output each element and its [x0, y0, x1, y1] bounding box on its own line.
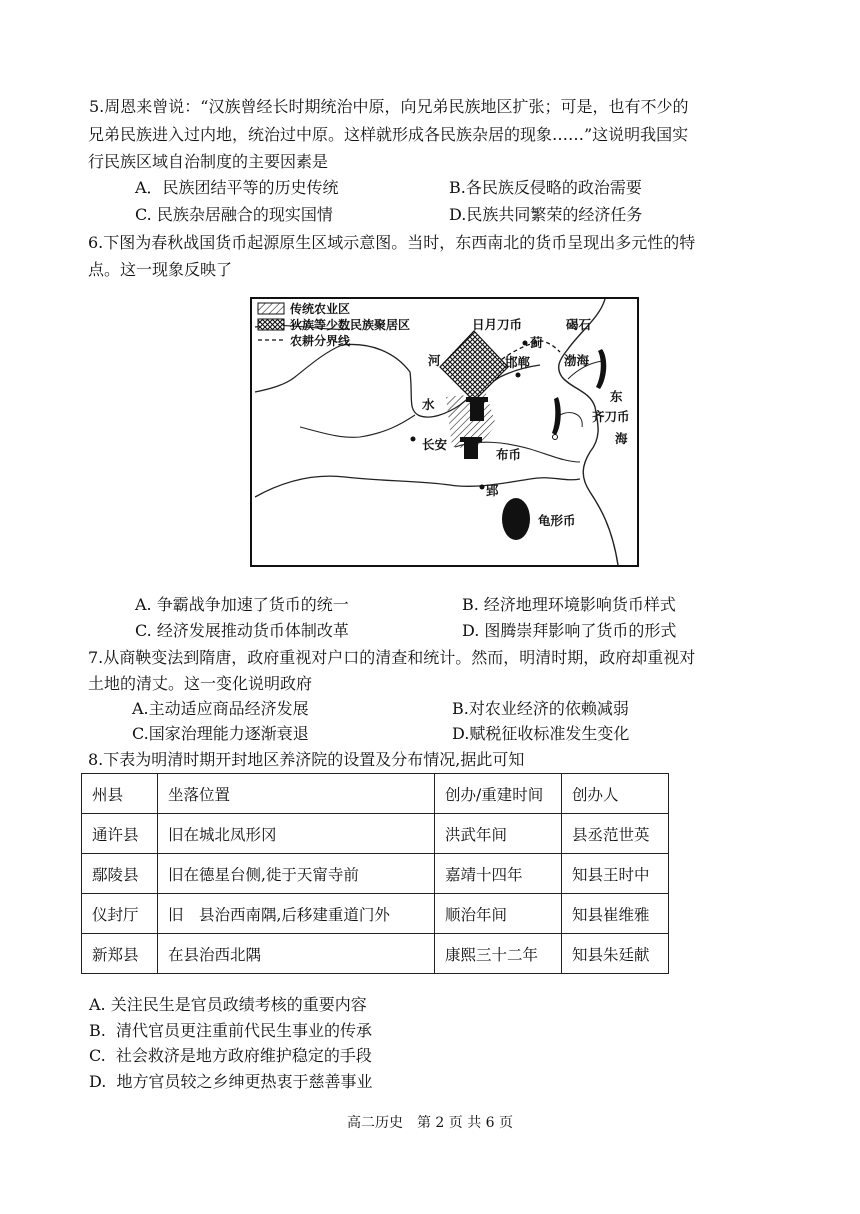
label-qi-knife: 齐刀币	[592, 409, 630, 424]
header-location: 坐落位置	[158, 774, 435, 814]
q5-stem-line-1: 5.周恩来曾说：“汉族曾经长时期统治中原，向兄弟民族地区扩张；可是，也有不少的	[89, 97, 689, 116]
cell-founder: 知县崔维雅	[562, 894, 669, 934]
label-changan: 长安	[422, 437, 448, 452]
q7-option-b: B.对农业经济的依赖减弱	[452, 699, 629, 718]
cell-location: 旧在德星台侧,徙于天甯寺前	[158, 854, 435, 894]
cell-county: 仪封厅	[82, 894, 158, 934]
label-bohai: 渤海	[564, 353, 590, 368]
q6-stem-line-1: 6.下图为春秋战国货币起源原生区域示意图。当时，东西南北的货币呈现出多元性的特	[88, 233, 696, 252]
legend-agri-label: 传统农业区	[290, 302, 351, 316]
legend-boundary-label: 农耕分界线	[290, 334, 351, 348]
q6-option-a: A. 争霸战争加速了货币的统一	[135, 595, 349, 614]
legend-agri-swatch	[258, 303, 284, 314]
cell-time: 顺治年间	[435, 894, 562, 934]
table-row	[82, 814, 669, 854]
label-dong: 东	[610, 389, 623, 404]
legend-minority-swatch	[258, 319, 284, 330]
cell-location: 在县治西北隅	[158, 934, 435, 974]
q8-option-d: D. 地方官员较之乡绅更热衷于慈善事业	[89, 1072, 373, 1091]
cell-time: 嘉靖十四年	[435, 854, 562, 894]
label-shui: 水	[422, 397, 435, 412]
label-hai: 海	[615, 431, 628, 446]
q7-option-a: A.主动适应商品经济发展	[132, 699, 309, 718]
cell-county: 鄢陵县	[82, 854, 158, 894]
q6-option-c: C. 经济发展推动货币体制改革	[135, 621, 349, 640]
spade-coin-icon	[464, 441, 478, 459]
currency-origin-map	[250, 297, 639, 567]
legend-minority-label: 狄族等少数民族聚居区	[290, 318, 411, 332]
label-spade-coin: 布币	[496, 447, 522, 462]
q5-stem-line-2: 兄弟民族进入过内地，统治过中原。这样就形成各民族杂居的现象……”这说明我国实	[88, 125, 689, 144]
q8-option-a: A. 关注民生是官员政绩考核的重要内容	[89, 995, 367, 1014]
q7-option-c: C.国家治理能力逐渐衰退	[132, 724, 309, 743]
cell-location: 旧在城北凤形冈	[158, 814, 435, 854]
label-ying: 郢	[486, 483, 499, 498]
cell-county: 通许县	[82, 814, 158, 854]
q5-option-a: A．民族团结平等的历史传统	[135, 178, 339, 197]
q8-option-c: C. 社会救济是地方政府维护稳定的手段	[89, 1046, 372, 1065]
cell-time: 洪武年间	[435, 814, 562, 854]
cell-time: 康熙三十二年	[435, 934, 562, 974]
page-footer: 高二历史 第 2 页 共 6 页	[346, 1115, 514, 1131]
header-county: 州县	[82, 774, 158, 814]
ying-city-dot	[480, 485, 485, 490]
label-turtle-coin: 龟形币	[538, 513, 576, 528]
q5-option-b: B.各民族反侵略的政治需要	[449, 178, 642, 197]
q6-stem-line-2: 点。这一现象反映了	[88, 260, 233, 279]
handan-city-dot	[516, 373, 521, 378]
label-riyue-knife: 日月刀币	[472, 317, 523, 332]
header-founding-time: 创办/重建时间	[435, 774, 562, 814]
changan-city-dot	[411, 437, 416, 442]
cell-county: 新郑县	[82, 934, 158, 974]
turtle-coin-icon	[502, 498, 530, 540]
q7-stem-line-1: 7.从商鞅变法到隋唐，政府重视对户口的清查和统计。然而，明清时期，政府却重视对	[88, 648, 696, 667]
label-jieshi: 碣石	[566, 317, 592, 332]
q5-option-d: D.民族共同繁荣的经济任务	[449, 205, 643, 224]
q5-option-c: C. 民族杂居融合的现实国情	[135, 205, 333, 224]
table-row	[82, 934, 669, 974]
label-ji: 蓟	[530, 335, 543, 350]
q6-option-b: B. 经济地理环境影响货币样式	[462, 595, 676, 614]
label-handan: 邯郸	[505, 355, 531, 370]
cell-location: 旧 县治西南隅,后移建重道门外	[158, 894, 435, 934]
header-founder: 创办人	[562, 774, 669, 814]
cell-founder: 县丞范世英	[562, 814, 669, 854]
cell-founder: 知县朱廷献	[562, 934, 669, 974]
table-row	[82, 854, 669, 894]
table-header-row	[82, 774, 669, 814]
q8-stem: 8.下表为明清时期开封地区养济院的设置及分布情况,据此可知	[88, 750, 525, 769]
q7-option-d: D.赋税征收标准发生变化	[452, 724, 630, 743]
label-he: 河	[428, 353, 441, 368]
spade-coin-icon-north	[470, 401, 484, 421]
q8-option-b: B. 清代官员更注重前代民生事业的传承	[89, 1021, 373, 1040]
relief-house-table	[81, 773, 669, 974]
cell-founder: 知县王时中	[562, 854, 669, 894]
q5-stem-line-3: 行民族区域自治制度的主要因素是	[88, 152, 329, 171]
q6-option-d: D. 图腾崇拜影响了货币的形式	[462, 621, 677, 640]
table-row	[82, 894, 669, 934]
ji-city-dot	[523, 341, 528, 346]
q7-stem-line-2: 土地的清丈。这一变化说明政府	[88, 674, 313, 693]
